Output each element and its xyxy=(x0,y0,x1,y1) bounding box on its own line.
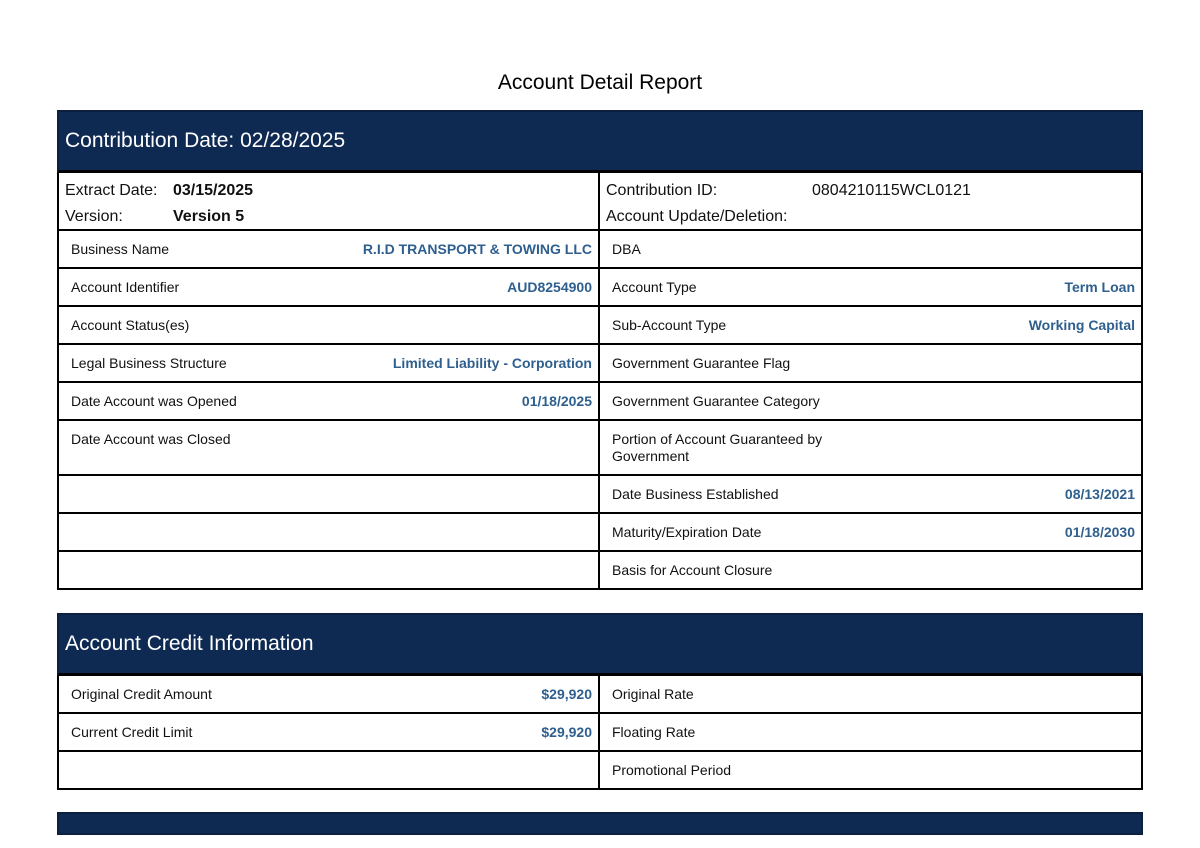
table-row xyxy=(59,269,1141,307)
field-label: Government Guarantee Category xyxy=(612,393,820,409)
field-cell xyxy=(600,269,1141,305)
account-update-label: Account Update/Deletion: xyxy=(606,208,788,225)
field-cell xyxy=(600,552,1141,588)
contribution-id-value: 0804210115WCL0121 xyxy=(812,182,971,199)
field-cell xyxy=(600,476,1141,512)
field-cell xyxy=(59,514,600,550)
table-row xyxy=(59,752,1141,790)
field-cell xyxy=(59,269,600,305)
field-label: Maturity/Expiration Date xyxy=(612,524,762,540)
contribution-date-header: Contribution Date: 02/28/2025 xyxy=(57,110,1143,173)
field-value: Limited Liability - Corporation xyxy=(392,355,592,371)
table-row xyxy=(59,421,1141,476)
table-row xyxy=(59,676,1141,714)
extract-date-value: 03/15/2025 xyxy=(173,182,254,199)
field-label: Date Business Established xyxy=(612,486,779,502)
field-cell xyxy=(59,383,600,419)
table-row xyxy=(59,383,1141,421)
field-value: 08/13/2021 xyxy=(1064,486,1135,502)
field-value: AUD8254900 xyxy=(507,279,592,295)
credit-info-grid xyxy=(57,676,1143,790)
table-row xyxy=(59,307,1141,345)
field-cell xyxy=(600,421,1141,474)
field-label: Date Account was Opened xyxy=(71,393,237,409)
version-value: Version 5 xyxy=(173,208,245,225)
extract-date-label: Extract Date: xyxy=(65,182,158,199)
field-cell xyxy=(59,714,600,750)
field-value: 01/18/2025 xyxy=(521,393,592,409)
field-value: $29,920 xyxy=(541,724,592,740)
meta-right xyxy=(600,173,1141,229)
version-line xyxy=(65,204,592,230)
field-cell xyxy=(59,307,600,343)
field-value: 01/18/2030 xyxy=(1064,524,1135,540)
field-cell xyxy=(600,345,1141,381)
field-label: Legal Business Structure xyxy=(71,355,227,371)
field-cell xyxy=(59,345,600,381)
credit-info-section xyxy=(57,613,1143,790)
table-row xyxy=(59,231,1141,269)
version-label: Version: xyxy=(65,208,123,225)
field-label: Current Credit Limit xyxy=(71,724,193,740)
field-cell xyxy=(600,383,1141,419)
table-row xyxy=(59,714,1141,752)
field-label: Basis for Account Closure xyxy=(612,562,773,578)
contribution-section xyxy=(57,110,1143,590)
table-row xyxy=(59,345,1141,383)
field-label: Floating Rate xyxy=(612,724,696,740)
field-value: R.I.D TRANSPORT & TOWING LLC xyxy=(362,241,592,257)
field-cell xyxy=(59,676,600,712)
account-update-line xyxy=(606,204,1135,230)
field-label: Sub-Account Type xyxy=(612,317,727,333)
field-label: Account Identifier xyxy=(71,279,180,295)
field-label: Business Name xyxy=(71,241,170,257)
contribution-id-line xyxy=(606,178,1135,204)
field-cell xyxy=(59,552,600,588)
field-cell xyxy=(600,676,1141,712)
field-cell xyxy=(59,476,600,512)
field-cell xyxy=(600,714,1141,750)
field-value: $29,920 xyxy=(541,686,592,702)
field-cell xyxy=(59,752,600,788)
field-cell xyxy=(600,752,1141,788)
field-label: Original Credit Amount xyxy=(71,686,212,702)
field-cell xyxy=(59,421,600,474)
table-row xyxy=(59,514,1141,552)
field-label: Portion of Account Guaranteed by Government xyxy=(612,431,823,464)
field-label: Account Type xyxy=(612,279,697,295)
meta-left xyxy=(59,173,600,229)
field-value: Term Loan xyxy=(1064,279,1135,295)
field-value: Working Capital xyxy=(1028,317,1135,333)
field-label: Date Account was Closed xyxy=(71,431,231,447)
next-section-header-bar xyxy=(57,812,1143,835)
field-cell xyxy=(59,231,600,267)
table-row xyxy=(59,476,1141,514)
table-row xyxy=(59,552,1141,590)
field-label: DBA xyxy=(612,241,641,257)
field-label: Promotional Period xyxy=(612,762,732,778)
field-cell xyxy=(600,231,1141,267)
field-label: Account Status(es) xyxy=(71,317,190,333)
field-cell xyxy=(600,514,1141,550)
field-cell xyxy=(600,307,1141,343)
report-title: Account Detail Report xyxy=(497,71,703,94)
contribution-id-label: Contribution ID: xyxy=(606,182,718,199)
field-label: Government Guarantee Flag xyxy=(612,355,791,371)
credit-info-header: Account Credit Information xyxy=(57,613,1143,676)
account-detail-grid xyxy=(57,231,1143,590)
field-label: Original Rate xyxy=(612,686,694,702)
report-meta xyxy=(57,173,1143,231)
extract-date-line xyxy=(65,178,592,204)
